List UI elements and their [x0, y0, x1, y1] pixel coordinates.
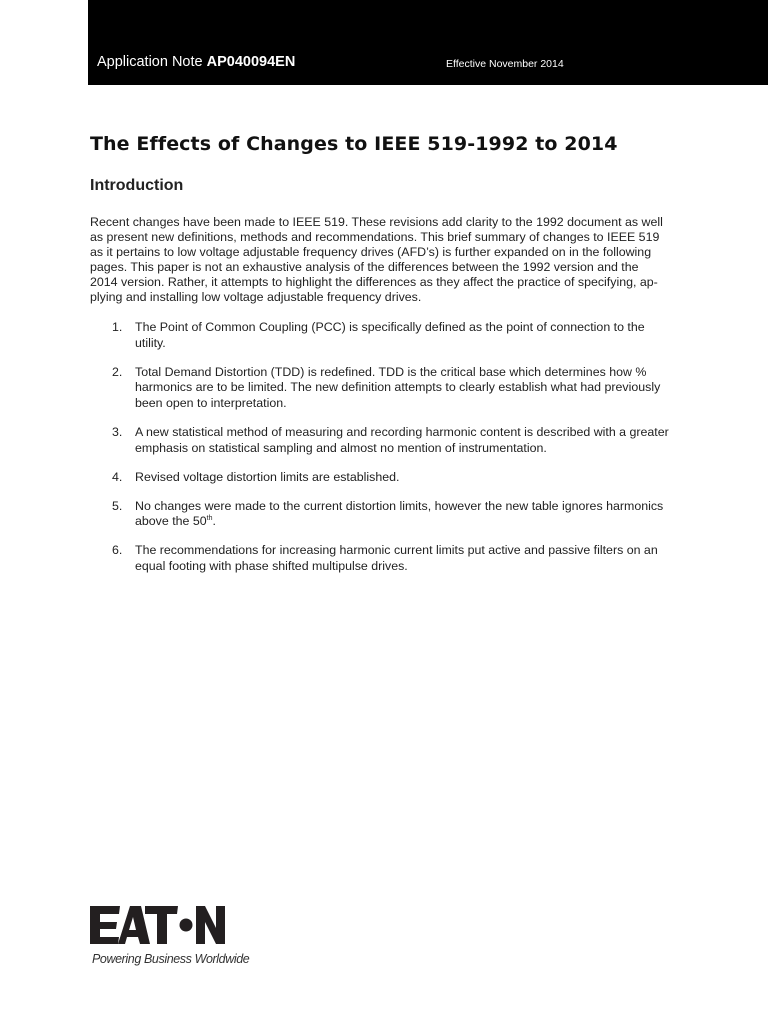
list-item-number: 4.	[112, 469, 123, 484]
document-id: AP040094EN	[206, 54, 296, 70]
superscript: th	[206, 515, 213, 523]
list-item-line-end: .	[212, 514, 216, 529]
list-item	[90, 470, 680, 486]
application-note-text: Application Note	[97, 54, 203, 70]
list-item-line: No changes were made to the current distortion limits, however the new table ignores harmonics	[135, 498, 664, 513]
list-item-line: A new statistical method of measuring and recording harmonic content is described with a greater	[135, 424, 669, 439]
intro-line: as present new definitions, methods and recommendations. This brief summary of changes to IEEE 519	[90, 229, 660, 244]
list-item-number: 6.	[112, 543, 123, 558]
list-item-line-text: above the 50	[135, 514, 207, 529]
list-item-line: Total Demand Distortion (TDD) is redefined. TDD is the critical base which determines how %	[135, 364, 647, 379]
list-item-line: emphasis on statistical sampling and almost no mention of instrumentation.	[135, 440, 547, 455]
eaton-wordmark-icon	[90, 903, 226, 945]
list-item-line	[135, 514, 216, 528]
section-heading-introduction: Introduction	[90, 177, 184, 194]
list-item-line: Revised voltage distortion limits are established.	[135, 469, 400, 484]
intro-line: Recent changes have been made to IEEE 519. These revisions add clarity to the 1992 document as well	[90, 215, 663, 229]
list-item-line: The Point of Common Coupling (PCC) is specifically defined as the point of connection to the	[135, 320, 645, 334]
intro-line: plying and installing low voltage adjustable frequency drives.	[90, 289, 422, 304]
logo-tagline: Powering Business Worldwide	[92, 952, 250, 966]
page-title: The Effects of Changes to IEEE 519-1992 to 2014	[90, 133, 618, 155]
intro-line: as it pertains to low voltage adjustable frequency drives (AFD’s) is further expanded on in the following	[90, 244, 652, 259]
list-item-number: 3.	[112, 424, 123, 439]
intro-line: 2014 version. Rather, it attempts to highlight the differences as they affect the practice of specifying, ap-	[90, 274, 658, 289]
list-item-number: 2.	[112, 364, 123, 379]
introduction-paragraph	[90, 215, 680, 304]
list-item-line: equal footing with phase shifted multipulse drives.	[135, 559, 408, 574]
list-item	[90, 320, 680, 351]
list-item-number: 1.	[112, 320, 123, 334]
application-note-label	[97, 54, 295, 70]
list-item	[90, 543, 680, 574]
eaton-logo	[90, 903, 290, 969]
list-item-line: harmonics are to be limited. The new definition attempts to clearly establish what had previously	[135, 380, 661, 395]
list-item	[90, 499, 680, 530]
list-item-line: The recommendations for increasing harmonic current limits put active and passive filters on an	[135, 543, 658, 558]
changes-list	[90, 320, 680, 588]
effective-date: Effective November 2014	[446, 58, 564, 70]
list-item	[90, 365, 680, 412]
intro-line: pages. This paper is not an exhaustive analysis of the differences between the 1992 version and the	[90, 259, 639, 274]
list-item	[90, 425, 680, 456]
list-item-number: 5.	[112, 498, 123, 513]
header-bar	[88, 0, 768, 85]
list-item-line: utility.	[135, 335, 166, 350]
list-item-line: been open to interpretation.	[135, 395, 287, 410]
